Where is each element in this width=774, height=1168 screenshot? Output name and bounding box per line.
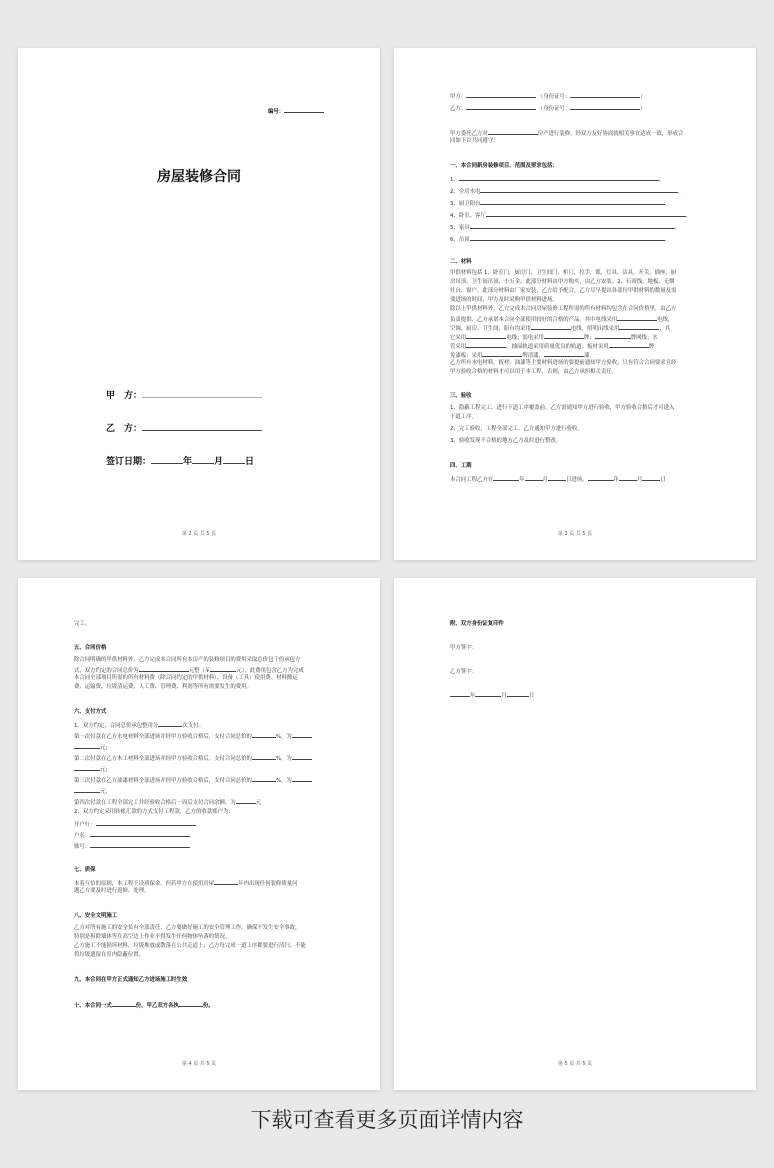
page-3 — [394, 48, 756, 560]
sec2-line: 要进场的时间，甲方及时采购甲供材料进场。 — [450, 297, 558, 303]
sec6-blank: 元； — [74, 786, 111, 796]
page-4 — [18, 578, 380, 1090]
sec3-line: 3、验收发现不合格的地方乙方及时进行整改。 — [450, 438, 562, 444]
sec2-line: 除以上甲供材料外，乙方完成本合同房屋装修工程所需的所有材料均包含在合同价格里，由乙方 — [450, 306, 677, 312]
lead-line: 完工。 — [74, 621, 91, 627]
id-label-a: （身份证号： — [537, 94, 571, 100]
line-text: 开户行： — [74, 822, 96, 828]
party-b-label: 乙 方： — [106, 424, 143, 434]
party-a-row: 甲方： （身份证号： ） — [450, 91, 646, 101]
attachment-title: 附、双方身份证复印件 — [450, 621, 504, 627]
sec6-line: 第四次付款在工程全部完工并经验收合格后一周后支付合同余额，为 元 — [74, 797, 261, 807]
party-a-line — [106, 388, 262, 401]
sec6-line: 第一次付款在乙方水电材料全部进场并经甲方验收合格后，支付合同总价的 %，为 — [74, 731, 312, 741]
sec5-line: 本合同全部项目所需的所有材料费（除合同约定的甲供材料）、设备（工具）使用费、材料搬运 — [74, 675, 298, 681]
section-2-title: 二、材料 — [450, 259, 472, 265]
sign-b: 乙方签字： — [450, 669, 477, 675]
number-label: 编号： — [268, 109, 285, 115]
section-5-title: 五、合同价格 — [74, 645, 107, 651]
page-footer: 第 2 页 共 5 页 — [181, 531, 217, 537]
line-text: 第二次付款在乙方木工材料全部进场并经甲方验收合格后，支付合同总价的 — [74, 756, 252, 762]
sec1-item-1: 1、 。 — [450, 174, 664, 184]
sec6-line: 1、双方约定，合同总价承包整用分 次支付。 — [74, 720, 204, 730]
sec6-line: 第三次付款在乙方油漆材料全部进场并经甲方验收合格后，支付合同总价的 %，为 — [74, 775, 312, 785]
sec1-item-6: 6、吊顶 。 — [450, 234, 670, 244]
commission-text: 甲方委托乙方对 — [450, 131, 488, 137]
sign-date-label: 签订日期： — [106, 457, 152, 467]
commission-line-2: 同如下以共同遵守： — [450, 138, 499, 144]
day-label: 日 — [528, 693, 535, 699]
section-9-title: 九、本合同在甲方正式通知乙方进场施工时生效 — [74, 977, 188, 983]
line-text: 第三次付款在乙方油漆材料全部进场并经甲方验收合格后，支付合同总价的 — [74, 778, 252, 784]
sec2-line: 灶台、窗户。此部分材料由厂家安装，乙方给予配合。乙方尽早提出各部位甲供材料的数量及需 — [450, 288, 677, 294]
line-text: 负责提供，乙方承诺本合同全部使用较好的合格的产品。其中电线采用 — [450, 317, 618, 323]
sec2-line: 空调、厨房、卫生间、阳台均采用 电线，照明出线采用 ，其 — [450, 323, 670, 333]
sec6-bank — [74, 819, 196, 829]
sec6-blank: 元； — [74, 764, 111, 774]
contract-title: 房屋装修合同 — [157, 169, 241, 185]
sec1-item-2: 2、全房水电 。 — [450, 186, 684, 196]
sec6-line: 2、双方约定采用转帐汇款的方式支付工程款，乙方的收款账户为： — [74, 809, 234, 815]
sec4-line: 本合同工程乙方在 年 月 日进场， 年 月 日 — [450, 474, 666, 484]
year-label: 年 — [183, 457, 193, 467]
sec2-line: 甲供材料包括 1、卧室门，厨房门，卫生间门，柜门，拉手，锁，灯具，洁具，开关，插座，厨 — [450, 270, 677, 276]
section-10-title: 十、本合同一式 份，甲乙双方各执 份。 — [74, 1000, 214, 1010]
sec8-line: 将垃圾遗留在室内隐蔽位置。 — [74, 952, 145, 958]
page-footer: 第 5 页 共 5 页 — [557, 1061, 593, 1067]
sec8-line: 乙方施工不能损坏材料，垃圾堆放或散落在公共走道上；乙方每完成一道工序都要进行清扫，不能 — [74, 943, 306, 949]
item-label: 6、吊顶 — [450, 237, 470, 243]
sec5-line: 式，双方约定的合同总价为 元整（￥ 元），此费用包含乙方为完成 — [74, 665, 304, 675]
sec2-line: 甲方验收合格的材料才可以用于本工程，否则，由乙方承担相关责任。 — [450, 369, 618, 375]
line-text: 免漆板：采用 — [450, 353, 483, 359]
page-footer: 第 4 页 共 5 页 — [181, 1061, 217, 1067]
sec2-line: 乙方所有水电材料、板材、油漆等主要材料进场的要提前通知甲方验收，只有符合合同要求且经 — [450, 360, 677, 366]
sec7-line: 题乙方要及时进行返修、处理。 — [74, 888, 150, 894]
month-label: 月 — [501, 693, 507, 699]
sign-date-line — [106, 454, 254, 467]
item-label: 1、 — [450, 177, 459, 183]
sec8-line: 乙方对所有施工的安全负有全部责任，乙方要做好施工的安全管理工作，确保不发生安全事故， — [74, 925, 301, 931]
sec1-item-5: 5、家具 。 — [450, 222, 680, 232]
page-5 — [394, 578, 756, 1090]
line-text: 1、双方约定，合同总价承包整用分 — [74, 723, 159, 729]
sec6-account-no — [74, 841, 190, 851]
item-label: 4、卧室、客厅 — [450, 213, 486, 219]
sec2-line: 免漆板：采用 牌清漆， 漆。 — [450, 350, 595, 360]
line-text: 户名： — [74, 833, 91, 839]
sec1-item-3: 3、厨卫阳台 。 — [450, 198, 671, 208]
line-text: 管采用 — [450, 344, 467, 350]
section-8-title: 八、安全文明施工 — [74, 913, 118, 919]
item-label: 2、全房水电 — [450, 189, 481, 195]
section-6-title: 六、支付方式 — [74, 709, 107, 715]
line-text: 账号： — [74, 844, 91, 850]
month-label: 月 — [214, 457, 224, 467]
sec2-line: 房吊顶，卫生间吊顶、小五金。此部分材料由甲方购买，由乙方安装。2、石膏线、地板、无烟 — [450, 279, 675, 285]
page-footer: 第 3 页 共 5 页 — [557, 531, 593, 537]
sign-date — [450, 690, 534, 700]
item-label: 3、厨卫阳台 — [450, 201, 481, 207]
page-2-cover — [18, 48, 380, 560]
section-1-title: 一、本合同新房装修项目、范围及要求包括： — [450, 163, 558, 169]
party-a-label: 甲 方： — [106, 391, 143, 401]
sec7-line: 本着互信的原则，本工程不设质保金。但若甲方在使用房屋 年内出现任何装修质量问 — [74, 878, 297, 888]
section-7-title: 七、质保 — [74, 867, 96, 873]
sec3-line: 下道工序。 — [450, 414, 477, 420]
line-text: 本合同工程乙方在 — [450, 477, 494, 483]
section-4-title: 四、工期 — [450, 463, 472, 469]
sec2-line: 负责提供，乙方承诺本合同全部使用较好的合格的产品。其中电线采用 电线， — [450, 314, 673, 324]
sec5-line: 除合同明确的甲供材料外，乙方完成本合同所有本房产的装修项目的费用采取总价包干的承包方 — [74, 657, 301, 663]
sec5-line: 费、运输费、垃圾清运费、人工费、管理费、利润等所有需要发生的费用。 — [74, 684, 252, 690]
year-label: 年 — [470, 693, 476, 699]
line-text: 本着互信的原则，本工程不设质保金。但若甲方在使用房屋 — [74, 881, 215, 887]
party-b-label: 乙方： — [450, 106, 467, 112]
line-text: 第一次付款在乙方水电材料全部进场并经甲方验收合格后，支付合同总价的 — [74, 734, 252, 740]
party-b-line — [106, 421, 262, 434]
sec6-account-name — [74, 830, 190, 840]
id-label-b: （身份证号： — [537, 106, 571, 112]
day-label: 日 — [245, 457, 255, 467]
line-text: 十、本合同一式 — [74, 1003, 112, 1009]
sign-a: 甲方签字： — [450, 645, 477, 651]
contract-number — [268, 106, 324, 116]
line-text: 它采用 — [450, 335, 467, 341]
sec2-line: 管采用 ，抽屎轨道采用质量优良的轨道；板材采用 牌 — [450, 341, 654, 351]
line-text: 式，双方约定的合同总价为 — [74, 668, 139, 674]
sec3-line: 1、隐蔽工程完工，进行下道工序覆盖前，乙方需通知甲方进行验收，甲方验收合格后才可进入 — [450, 405, 675, 411]
sec8-line: 特别是拆除墙体等在高空边上作业不得发生任何物体坠落的情况。 — [74, 934, 231, 940]
line-text: 第四次付款在工程全部完工并经验收合格后一周后支付合同余额，为 — [74, 800, 236, 806]
sec3-line: 2、完工验收，工程全部完工，乙方通知甲方进行验收。 — [450, 426, 583, 432]
commission-rest: 房产进行装修，经双方友好协商就相关事宜达成一致，形成合 — [537, 131, 684, 137]
item-label: 5、家具 — [450, 225, 470, 231]
section-3-title: 三、验收 — [450, 393, 472, 399]
line-text: 空调、厨房、卫生间、阳台均采用 — [450, 326, 531, 332]
sec2-line: 它采用 电线；弱电采用 牌； 牌网线；水 — [450, 332, 658, 342]
download-caption: 下载可查看更多页面详情内容 — [250, 1108, 524, 1132]
sec6-line: 第二次付款在乙方木工材料全部进场并经甲方验收合格后，支付合同总价的 %，为 — [74, 753, 312, 763]
sec6-blank: 元； — [74, 742, 111, 752]
party-a-label: 甲方： — [450, 94, 467, 100]
sec1-item-4: 4、卧室、客厅 。 — [450, 210, 691, 220]
party-b-row: 乙方： （身份证号： ） — [450, 103, 646, 113]
